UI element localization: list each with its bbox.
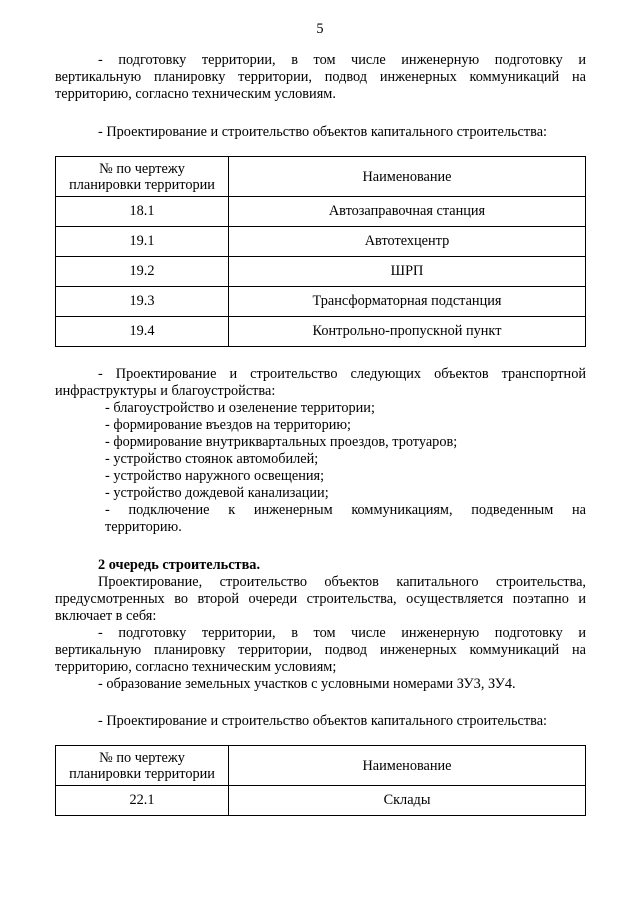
list-item: - устройство дождевой канализации; [105,485,329,501]
section-heading [55,124,586,141]
heading-text: - Проектирование и строительство объектов капитального строительства: [98,713,548,729]
page-number: 5 [316,21,324,37]
row-number: 22.1 [56,786,229,816]
table-row [56,287,586,317]
list-item: вертикальную планировку территории, подвод инженерных коммуникаций на [55,642,586,658]
objects-table-2 [55,745,586,816]
list-item: - формирование въездов на территорию; [105,417,352,433]
infrastructure-paragraph [55,366,586,536]
table-row [56,227,586,257]
table-row [56,197,586,227]
list-item: - устройство наружного освещения; [105,468,325,484]
intro-line: территорию, согласно техническим условиям. [55,86,336,102]
table-row [56,317,586,347]
row-name: Контрольно-пропускной пункт [229,317,586,347]
header-name-column: Наименование [229,746,586,786]
header-number-column [56,157,229,197]
row-name: Автозаправочная станция [229,197,586,227]
paragraph-line: предусмотренных во второй очереди строительства, осуществляется поэтапно и [55,591,586,607]
objects-table-1 [55,156,586,347]
table-header-row [56,746,586,786]
second-stage-section [55,557,586,693]
row-number: 19.1 [56,227,229,257]
list-item: - подготовку территории, в том числе инженерную подготовку и [98,625,586,641]
row-number: 19.3 [56,287,229,317]
list-item: - благоустройство и озеленение территории; [105,400,375,416]
table-row [56,257,586,287]
table-row [56,786,586,816]
row-number: 19.4 [56,317,229,347]
row-name: ШРП [229,257,586,287]
header-text: № по чертежу [99,749,185,766]
list-item: территорию, согласно техническим условиям; [55,659,337,675]
header-text: № по чертежу [99,160,185,177]
paragraph-line: Проектирование, строительство объектов капитального строительства, [98,574,586,590]
paragraph-line: инфраструктуры и благоустройства: [55,383,276,399]
row-name: Автотехцентр [229,227,586,257]
header-name-column: Наименование [229,157,586,197]
row-number: 18.1 [56,197,229,227]
heading-text: - Проектирование и строительство объектов капитального строительства: [98,124,548,140]
intro-line: вертикальную планировку территории, подвод инженерных коммуникаций на [55,69,586,85]
header-text: планировки территории [69,176,215,193]
list-item: территорию. [105,519,182,535]
list-item: - подключение к инженерным коммуникациям, подведенным на [105,502,586,518]
list-item: - формирование внутриквартальных проездов, тротуаров; [105,434,458,450]
section-heading [55,713,586,730]
paragraph-line: включает в себя: [55,608,157,624]
row-name: Склады [229,786,586,816]
header-text: планировки территории [69,765,215,782]
row-number: 19.2 [56,257,229,287]
intro-line: - подготовку территории, в том числе инженерную подготовку и [98,52,586,68]
intro-paragraph [55,52,586,103]
table-header-row [56,157,586,197]
list-item: - устройство стоянок автомобилей; [105,451,319,467]
section-title: 2 очередь строительства. [98,557,261,573]
row-name: Трансформаторная подстанция [229,287,586,317]
list-item: - образование земельных участков с условными номерами ЗУ3, ЗУ4. [98,676,516,692]
header-number-column [56,746,229,786]
paragraph-line: - Проектирование и строительство следующих объектов транспортной [98,366,586,382]
